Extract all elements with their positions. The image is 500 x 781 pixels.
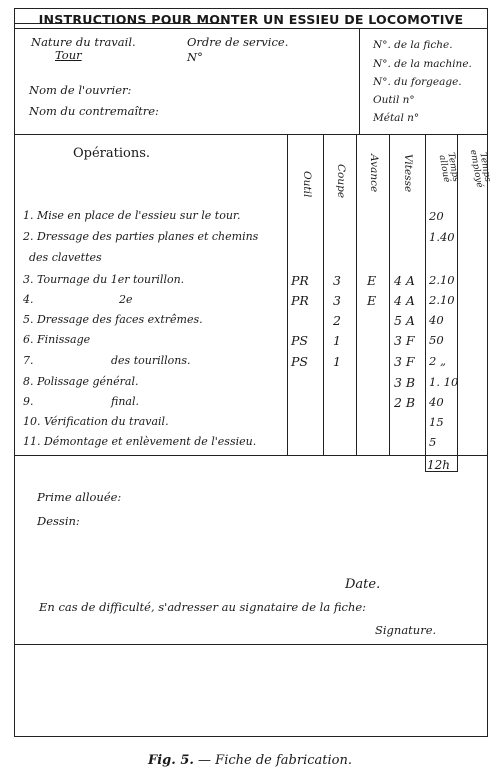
cell-avance: E	[367, 293, 377, 308]
header-divider	[359, 28, 360, 134]
col-coupe-header: Coupe	[335, 164, 347, 199]
col-avance-line	[356, 134, 357, 455]
cell-temps: 1.40	[429, 230, 455, 244]
operation-text: 8. Polissage général.	[23, 375, 139, 388]
col-vitesse-header: Vitesse	[402, 154, 414, 193]
cell-vitesse: 3 F	[394, 354, 415, 369]
operation-text: 4.	[23, 293, 34, 306]
operation-text: 5. Dressage des faces extrêmes.	[23, 313, 203, 326]
metal-no-label: Métal n°	[373, 112, 420, 124]
cell-outil: PR	[291, 293, 309, 308]
cell-outil: PS	[291, 333, 308, 348]
cell-temps: 40	[429, 313, 444, 327]
nature-label: Nature du travail.	[31, 35, 136, 49]
forgeage-label: N°. du forgeage.	[373, 76, 462, 88]
operation-text: 10. Vérification du travail.	[23, 415, 169, 428]
outil-no-label: Outil n°	[373, 94, 415, 106]
cell-temps: 5	[429, 435, 437, 449]
operation-text: 9.	[23, 395, 34, 408]
cell-temps: 50	[429, 333, 444, 347]
ordre-no: N°	[187, 50, 203, 64]
figure-caption	[0, 753, 500, 768]
difficulty-note: En cas de difficulté, s'adresser au signataire de la fiche:	[39, 600, 367, 614]
col-outil-line	[287, 134, 288, 455]
cell-vitesse: 3 B	[394, 375, 416, 390]
cell-outil: PS	[291, 354, 308, 369]
col-temps-alloue-header: Temps alloué	[436, 151, 461, 184]
figure-caption-text: — Fiche de fabrication.	[198, 753, 352, 768]
cell-vitesse: 4 A	[394, 273, 415, 288]
fiche-label: N°. de la fiche.	[373, 39, 453, 51]
cell-coupe: 1	[333, 333, 341, 348]
machine-label: N°. de la machine.	[373, 58, 472, 70]
figure-number: Fig. 5.	[148, 753, 194, 768]
cell-temps: 2.10	[429, 273, 455, 287]
cell-temps: 20	[429, 209, 444, 223]
col-temps-employe-header: Temps employé	[467, 149, 493, 189]
prime-label: Prime allouée:	[37, 490, 122, 504]
operation-continuation: des tourillons.	[111, 354, 191, 367]
nature-value: Tour	[55, 48, 82, 62]
cell-temps: 15	[429, 415, 444, 429]
operation-text: 1. Mise en place de l'essieu sur le tour.	[23, 209, 241, 222]
cell-vitesse: 5 A	[394, 313, 415, 328]
table-bottom-rule	[15, 455, 487, 456]
col-temps-alloue-line	[425, 134, 426, 472]
col-avance-header: Avance	[368, 154, 380, 193]
cell-vitesse: 4 A	[394, 293, 415, 308]
cell-coupe: 1	[333, 354, 341, 369]
cell-temps: 2 „	[429, 354, 446, 368]
operation-text: 6. Finissage	[23, 333, 91, 346]
col-vitesse-line	[389, 134, 390, 455]
operation-continuation: final.	[111, 395, 139, 408]
cell-coupe: 3	[333, 293, 341, 308]
contremaitre-label: Nom du contremaître:	[29, 104, 159, 118]
cell-coupe: 2	[333, 313, 341, 328]
fabrication-sheet	[14, 8, 493, 737]
cell-avance: E	[367, 273, 377, 288]
footer-rule	[15, 644, 487, 645]
signature-label: Signature.	[375, 623, 437, 637]
cell-outil: PR	[291, 273, 309, 288]
cell-temps: 2.10	[429, 293, 455, 307]
header-rule	[15, 134, 487, 135]
operation-text: 2. Dressage des parties planes et chemins	[23, 230, 259, 243]
cell-vitesse: 3 F	[394, 333, 415, 348]
cell-temps: 40	[429, 395, 444, 409]
ordre-label: Ordre de service.	[187, 35, 289, 49]
sheet-title: INSTRUCTIONS POUR MONTER UN ESSIEU DE LOCOMOTIVE	[38, 12, 464, 27]
cell-vitesse: 2 B	[394, 395, 416, 410]
col-operations-header: Opérations.	[73, 146, 151, 161]
cell-coupe: 3	[333, 273, 341, 288]
date-label: Date.	[345, 577, 381, 592]
ouvrier-label: Nom de l'ouvrier:	[29, 83, 132, 97]
operation-text: 7.	[23, 354, 34, 367]
total-time: 12h	[427, 458, 450, 472]
operation-text: 3. Tournage du 1er tourillon.	[23, 273, 185, 286]
dessin-label: Dessin:	[37, 514, 80, 528]
cell-temps: 1. 10	[429, 375, 459, 389]
col-coupe-line	[323, 134, 324, 455]
operation-text: 11. Démontage et enlèvement de l'essieu.	[23, 435, 257, 448]
title-rule	[15, 28, 487, 29]
operation-text-continued: des clavettes	[29, 251, 102, 264]
operation-continuation: 2e	[119, 293, 133, 306]
col-outil-header: Outil	[301, 171, 313, 198]
